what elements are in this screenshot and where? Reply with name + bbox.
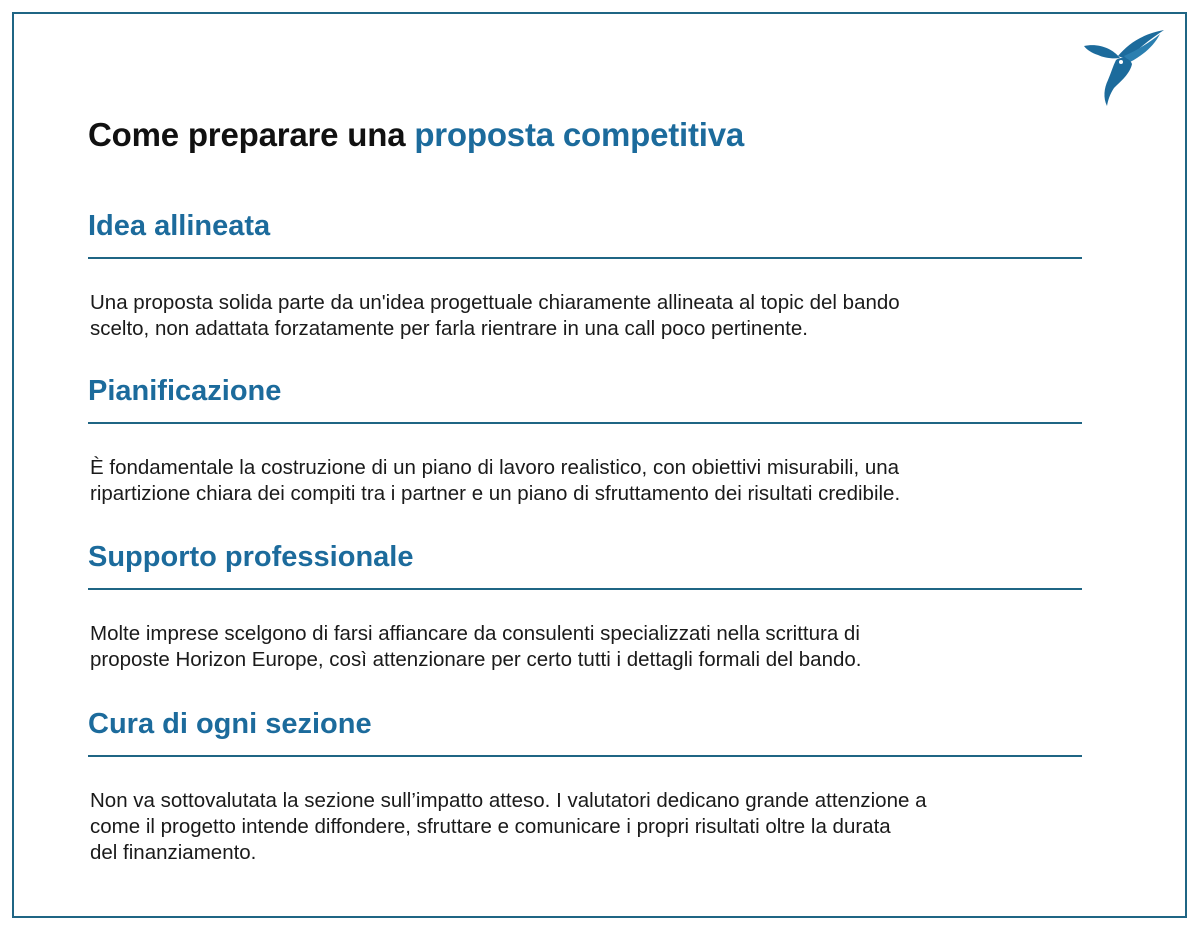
section-body [90, 621, 1082, 673]
body-line: scelto, non adattata forzatamente per farla rientrare in una call poco pertinente. [90, 317, 808, 340]
body-line: ripartizione chiara dei compiti tra i partner e un piano di sfruttamento dei risultati credibile. [90, 482, 901, 505]
section-heading: Idea allineata [88, 210, 271, 242]
title-accent: proposta competitiva [414, 116, 745, 153]
body-line: come il progetto intende diffondere, sfruttare e comunicare i propri risultati oltre la durata [90, 815, 891, 838]
section-divider [88, 755, 1082, 757]
section-body [90, 290, 1082, 342]
section-pianificazione [88, 374, 1082, 507]
section-divider [88, 588, 1082, 590]
section-divider [88, 422, 1082, 424]
body-line: Non va sottovalutata la sezione sull’impatto atteso. I valutatori dedicano grande attenzione a [90, 789, 927, 812]
section-idea-allineata [88, 209, 1082, 342]
section-body [90, 455, 1082, 507]
body-line: Molte imprese scelgono di farsi affiancare da consulenti specializzati nella scrittura di [90, 622, 860, 645]
body-line: del finanziamento. [90, 841, 257, 864]
section-heading: Cura di ogni sezione [88, 708, 372, 740]
body-line: Una proposta solida parte da un'idea progettuale chiaramente allineata al topic del bando [90, 291, 900, 314]
section-cura-di-ogni-sezione [88, 707, 1082, 866]
section-divider [88, 257, 1082, 259]
title-prefix: Come preparare una [88, 116, 406, 153]
section-supporto-professionale [88, 540, 1082, 673]
bird-logo-icon [1080, 26, 1170, 108]
body-line: proposte Horizon Europe, così attenzionare per certo tutti i dettagli formali del bando. [90, 648, 862, 671]
section-heading: Supporto professionale [88, 541, 414, 573]
page-title [88, 116, 744, 154]
section-heading: Pianificazione [88, 375, 282, 407]
section-body [90, 788, 1082, 866]
body-line: È fondamentale la costruzione di un piano di lavoro realistico, con obiettivi misurabili, una [90, 456, 900, 479]
